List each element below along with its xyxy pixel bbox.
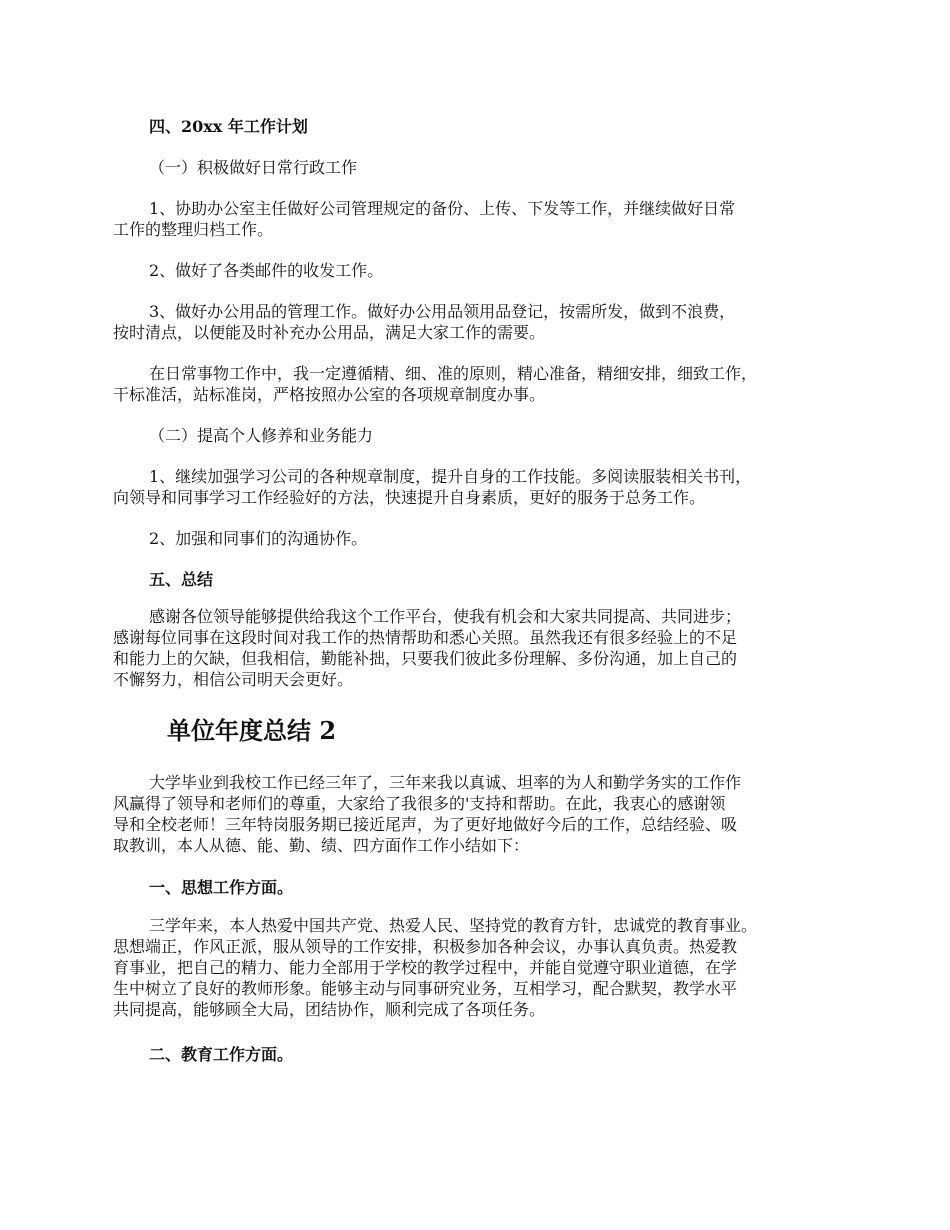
section5-para: 感谢各位领导能够提供给我这个工作平台，使我有机会和大家共同提高、共同进步； 感谢每位同事在这段时间对我工作的热情帮助和悉心关照。虽然我还有很多经验上的不足 和能力上的欠缺，但我相信，勤能补拙，只要我们彼此多份理解、多份沟通，加上自己的 不懈努力，相信公司明天会更好。 [113, 607, 742, 689]
section4-sub2: （二）提高个人修养和业务能力 [149, 426, 374, 445]
document-title-2: 单位年度总结 2 [167, 716, 337, 745]
section4-item1: 1、协助办公室主任做好公司管理规定的备份、上传、下发等工作，并继续做好日常 工作的整理归档工作。 [113, 199, 736, 239]
section4-para1: 在日常事物工作中，我一定遵循精、细、准的原则，精心准备，精细安排，细致工作， 干标准活，站标准岗，严格按照办公室的各项规章制度办事。 [113, 364, 758, 404]
section4-item2: 2、做好了各类邮件的收发工作。 [149, 261, 384, 280]
thought-heading: 一、思想工作方面。 [149, 878, 294, 897]
section4-heading: 四、20xx 年工作计划 [149, 117, 308, 136]
section4-item5: 2、加强和同事们的沟通协作。 [149, 529, 368, 548]
section5-heading: 五、总结 [149, 570, 214, 589]
section4-item4: 1、继续加强学习公司的各种规章制度，提升自身的工作技能。多阅读服装相关书刊， 向领导和同事学习工作经验好的方法，快速提升自身素质，更好的服务于总务工作。 [113, 467, 752, 507]
section4-sub1: （一）积极做好日常行政工作 [149, 158, 358, 177]
thought-para: 三学年来，本人热爱中国共产党、热爱人民、坚持党的教育方针，忠诚党的教育事业。 思想端正，作风正派，服从领导的工作安排，积极参加各种会议，办事认真负责。热爱教 育事业，把自己的精力、能力全部用于学校的教学过程中，并能自觉遵守职业道德，在学 生中树立了良好的教师形象。能够主动与同事研究业务，互相学习，配合默契，教学水平 共同提高，能够顾全大局，团结协作，顺利完成了各项任务。 [113, 916, 758, 1019]
intro-para: 大学毕业到我校工作已经三年了，三年来我以真诚、坦率的为人和勤学务实的工作作 风赢得了领导和老师们的尊重，大家给了我很多的'支持和帮助。在此，我衷心的感谢领 导和全校老师！三年特岗服务期已接近尾声，为了更好地做好今后的工作，总结经验、吸 取教训，本人从德、能、勤、绩、四方面作工作小结如下： [113, 773, 742, 855]
section4-item3: 3、做好办公用品的管理工作。做好办公用品领用品登记，按需所发，做到不浪费， 按时清点，以便能及时补充办公用品，满足大家工作的需要。 [113, 302, 736, 342]
education-heading: 二、教育工作方面。 [149, 1045, 294, 1064]
